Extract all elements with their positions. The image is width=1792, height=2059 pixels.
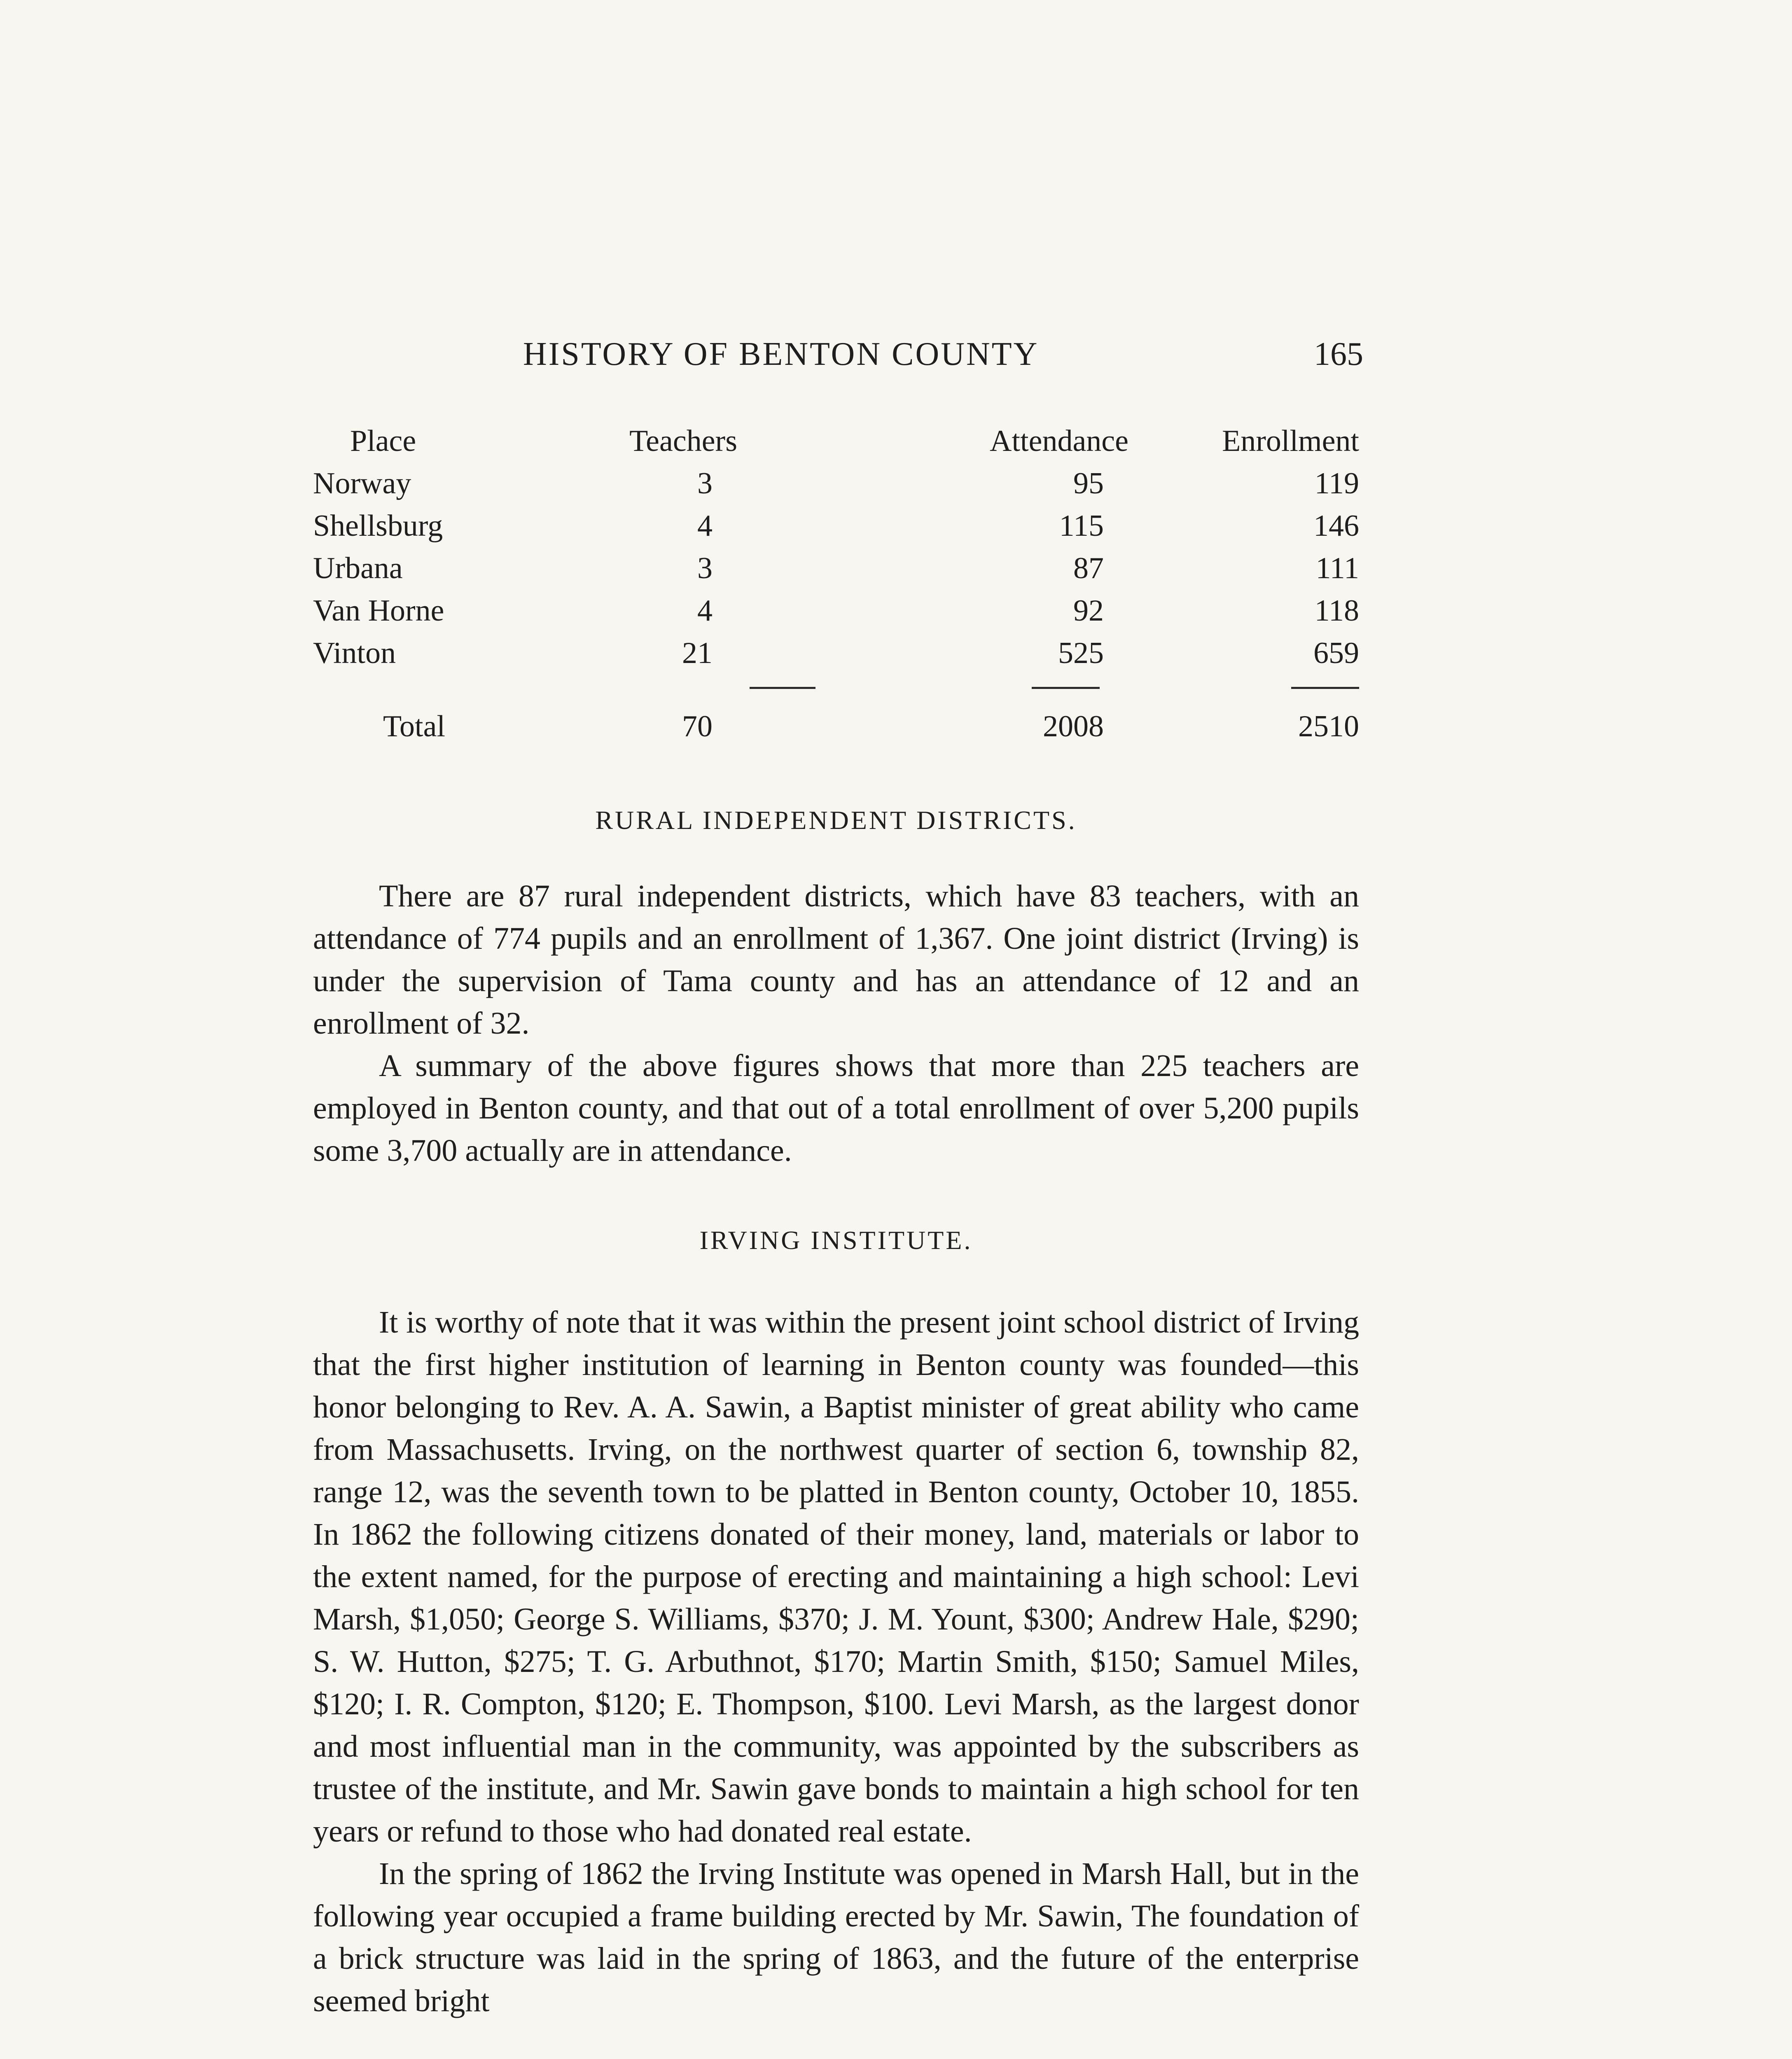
cell-enrollment: 118 (1314, 594, 1359, 628)
column-header-teachers: Teachers (629, 424, 737, 458)
column-header-attendance: Attendance (990, 424, 1128, 458)
cell-teachers: 3 (697, 551, 713, 585)
table-row (313, 505, 1359, 547)
section-heading-irving-institute: IRVING INSTITUTE. (699, 1226, 973, 1255)
table-total-row (313, 705, 1359, 748)
cell-attendance: 92 (1073, 594, 1104, 628)
teachers-sum-rule (750, 687, 815, 689)
page-number: 165 (1314, 336, 1363, 372)
table-header-row (313, 420, 1359, 462)
paragraph: A summary of the above figures shows that more than 225 teachers are employed in Benton county, and that out of a total enrollment of over 5,200 pupils some 3,700 actually are in attendance. (313, 1048, 1359, 1168)
total-enrollment: 2510 (1298, 710, 1359, 743)
section-body-irving-institute (313, 1301, 1359, 2022)
table-row (313, 462, 1359, 505)
paragraph: There are 87 rural independent districts, which have 83 teachers, with an attendance of 774 pupils and an enrollment of 1,367. One joint district (Irving) is under the supervision of Tama county and has an attendance of 12 and an enrollment of 32. (313, 879, 1359, 1041)
paragraph: In the spring of 1862 the Irving Institute was opened in Marsh Hall, but in the following year occupied a frame building erected by Mr. Sawin, The foundation of a brick structure was laid in the spring of 1863, and the future of the enterprise seemed bright (313, 1856, 1359, 2018)
cell-place: Shellsburg (313, 509, 443, 543)
cell-attendance: 115 (1059, 509, 1104, 543)
cell-enrollment: 111 (1315, 551, 1359, 585)
total-attendance: 2008 (1043, 710, 1104, 743)
section-heading-rural-districts: RURAL INDEPENDENT DISTRICTS. (595, 805, 1077, 835)
total-rule-row (313, 675, 1359, 705)
cell-attendance: 95 (1073, 467, 1104, 500)
total-teachers: 70 (682, 710, 713, 743)
schools-table (313, 420, 1359, 748)
cell-attendance: 87 (1073, 551, 1104, 585)
enrollment-sum-rule (1291, 687, 1359, 689)
cell-attendance: 525 (1058, 636, 1104, 670)
table-row (313, 632, 1359, 675)
cell-place: Norway (313, 467, 411, 500)
column-header-place: Place (350, 424, 416, 458)
cell-teachers: 4 (697, 509, 713, 543)
table-row (313, 590, 1359, 632)
attendance-sum-rule (1032, 687, 1100, 689)
section-body-rural-districts (313, 875, 1359, 1172)
cell-teachers: 4 (697, 594, 713, 628)
cell-enrollment: 146 (1313, 509, 1359, 543)
paragraph: It is worthy of note that it was within the present joint school district of Irving that the first higher institution of learning in Benton county was founded—this honor belonging to Rev. A. A. Sawin, a Baptist minister of great ability who came from Massachusetts. Irving, on the northwest quarter of section 6, township 82, range 12, was the seventh town to be platted in Benton county, October 10, 1855. In 1862 the following citizens donated of their money, land, materials or labor to the extent named, for the purpose of erecting and maintaining a high school: Levi Marsh, $1,050; George S. Williams, $370; J. M. Yount, $300; Andrew Hale, $290; S. W. Hutton, $275; T. G. Arbuthnot, $170; Martin Smith, $150; Samuel Miles, $120; I. R. Compton, $120; E. Thompson, $100. Levi Marsh, as the largest donor and most influential man in the community, was appointed by the subscribers as trustee of the institute, and Mr. Sawin gave bonds to maintain a high school for ten years or refund to those who had donated real estate. (313, 1305, 1359, 1849)
cell-place: Urbana (313, 551, 403, 585)
running-title: HISTORY OF BENTON COUNTY (523, 336, 1039, 372)
cell-enrollment: 119 (1314, 467, 1359, 500)
running-header (523, 336, 1351, 377)
cell-enrollment: 659 (1313, 636, 1359, 670)
cell-place: Vinton (313, 636, 396, 670)
column-header-enrollment: Enrollment (1222, 424, 1359, 458)
cell-teachers: 21 (682, 636, 713, 670)
table-row (313, 547, 1359, 590)
cell-place: Van Horne (313, 594, 444, 628)
cell-teachers: 3 (697, 467, 713, 500)
total-label: Total (383, 710, 445, 743)
